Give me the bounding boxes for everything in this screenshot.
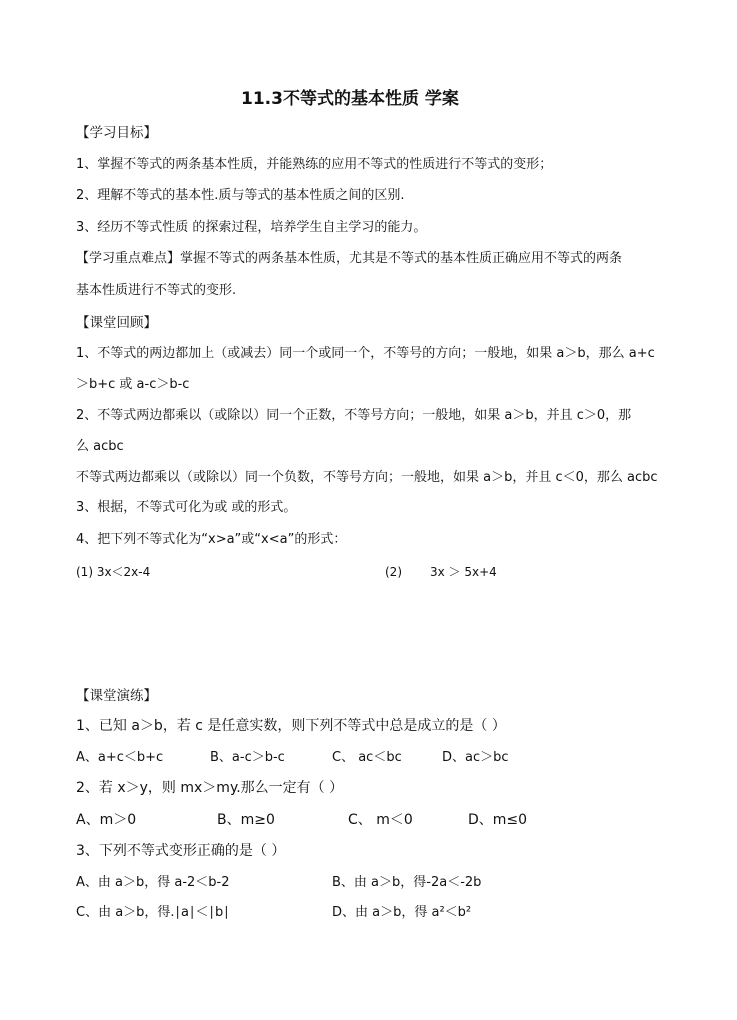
page-title: 11.3不等式的基本性质 学案 bbox=[241, 89, 459, 109]
question-3: 3、下列不等式变形正确的是（ ） bbox=[76, 843, 286, 859]
q3-option-c: C、由 a＞b，得.∣a∣＜∣b∣ bbox=[76, 905, 230, 920]
exercise-1: (1) 3x＜2x-4 bbox=[76, 565, 151, 579]
keypoints-line: 基本性质进行不等式的变形. bbox=[76, 283, 237, 298]
review-heading: 【课堂回顾】 bbox=[76, 315, 157, 331]
q2-option-b: B、m≥0 bbox=[217, 812, 275, 828]
review-line: 不等式两边都乘以（或除以）同一个负数，不等号方向；一般地，如果 a＞b，并且 c＜0，那么 acbc bbox=[76, 470, 658, 485]
q2-option-c: C、 m＜0 bbox=[348, 812, 413, 828]
exercise-2: 3x ＞ 5x+4 bbox=[430, 565, 497, 579]
q3-option-a: A、由 a＞b，得 a-2＜b-2 bbox=[76, 875, 230, 890]
exercise-2-number: (2) bbox=[385, 565, 402, 579]
review-line: ＞b+c 或 a-c＞b-c bbox=[76, 377, 190, 392]
review-line: 么 acbc bbox=[76, 439, 124, 454]
review-line: 1、不等式的两边都加上（或减去）同一个或同一个，不等号的方向；一般地，如果 a＞b，那么 a+c bbox=[76, 346, 655, 361]
question-1: 1、已知 a＞b，若 c 是任意实数，则下列不等式中总是成立的是（ ） bbox=[76, 718, 506, 734]
q1-option-b: B、a-c＞b-c bbox=[210, 750, 285, 765]
q2-option-d: D、m≤0 bbox=[468, 812, 528, 828]
question-2: 2、若 x＞y，则 mx＞my.那么一定有（ ） bbox=[76, 780, 344, 796]
objective-item: 1、掌握不等式的两条基本性质，并能熟练的应用不等式的性质进行不等式的变形； bbox=[76, 157, 553, 172]
q1-option-d: D、ac＞bc bbox=[442, 750, 509, 765]
objectives-heading: 【学习目标】 bbox=[76, 125, 157, 141]
review-line: 2、不等式两边都乘以（或除以）同一个正数，不等号方向；一般地，如果 a＞b，并且 c＞0，那 bbox=[76, 408, 632, 423]
q2-option-a: A、m＞0 bbox=[76, 812, 137, 828]
q1-option-c: C、 ac＜bc bbox=[332, 750, 402, 765]
practice-heading: 【课堂演练】 bbox=[76, 688, 157, 704]
review-line: 3、根据，不等式可化为或 或的形式。 bbox=[76, 500, 297, 515]
objective-item: 3、经历不等式性质 的探索过程，培养学生自主学习的能力。 bbox=[76, 220, 427, 235]
objective-item: 2、理解不等式的基本性.质与等式的基本性质之间的区别. bbox=[76, 188, 405, 203]
review-line: 4、把下列不等式化为“x>a”或“x<a”的形式： bbox=[76, 532, 347, 547]
q1-option-a: A、a+c＜b+c bbox=[76, 750, 164, 765]
q3-option-b: B、由 a＞b，得-2a＜-2b bbox=[332, 875, 482, 890]
q3-option-d: D、由 a＞b，得 a²＜b² bbox=[332, 905, 472, 920]
keypoints-line: 【学习重点难点】掌握不等式的两条基本性质，尤其是不等式的基本性质正确应用不等式的两条 bbox=[76, 251, 623, 266]
